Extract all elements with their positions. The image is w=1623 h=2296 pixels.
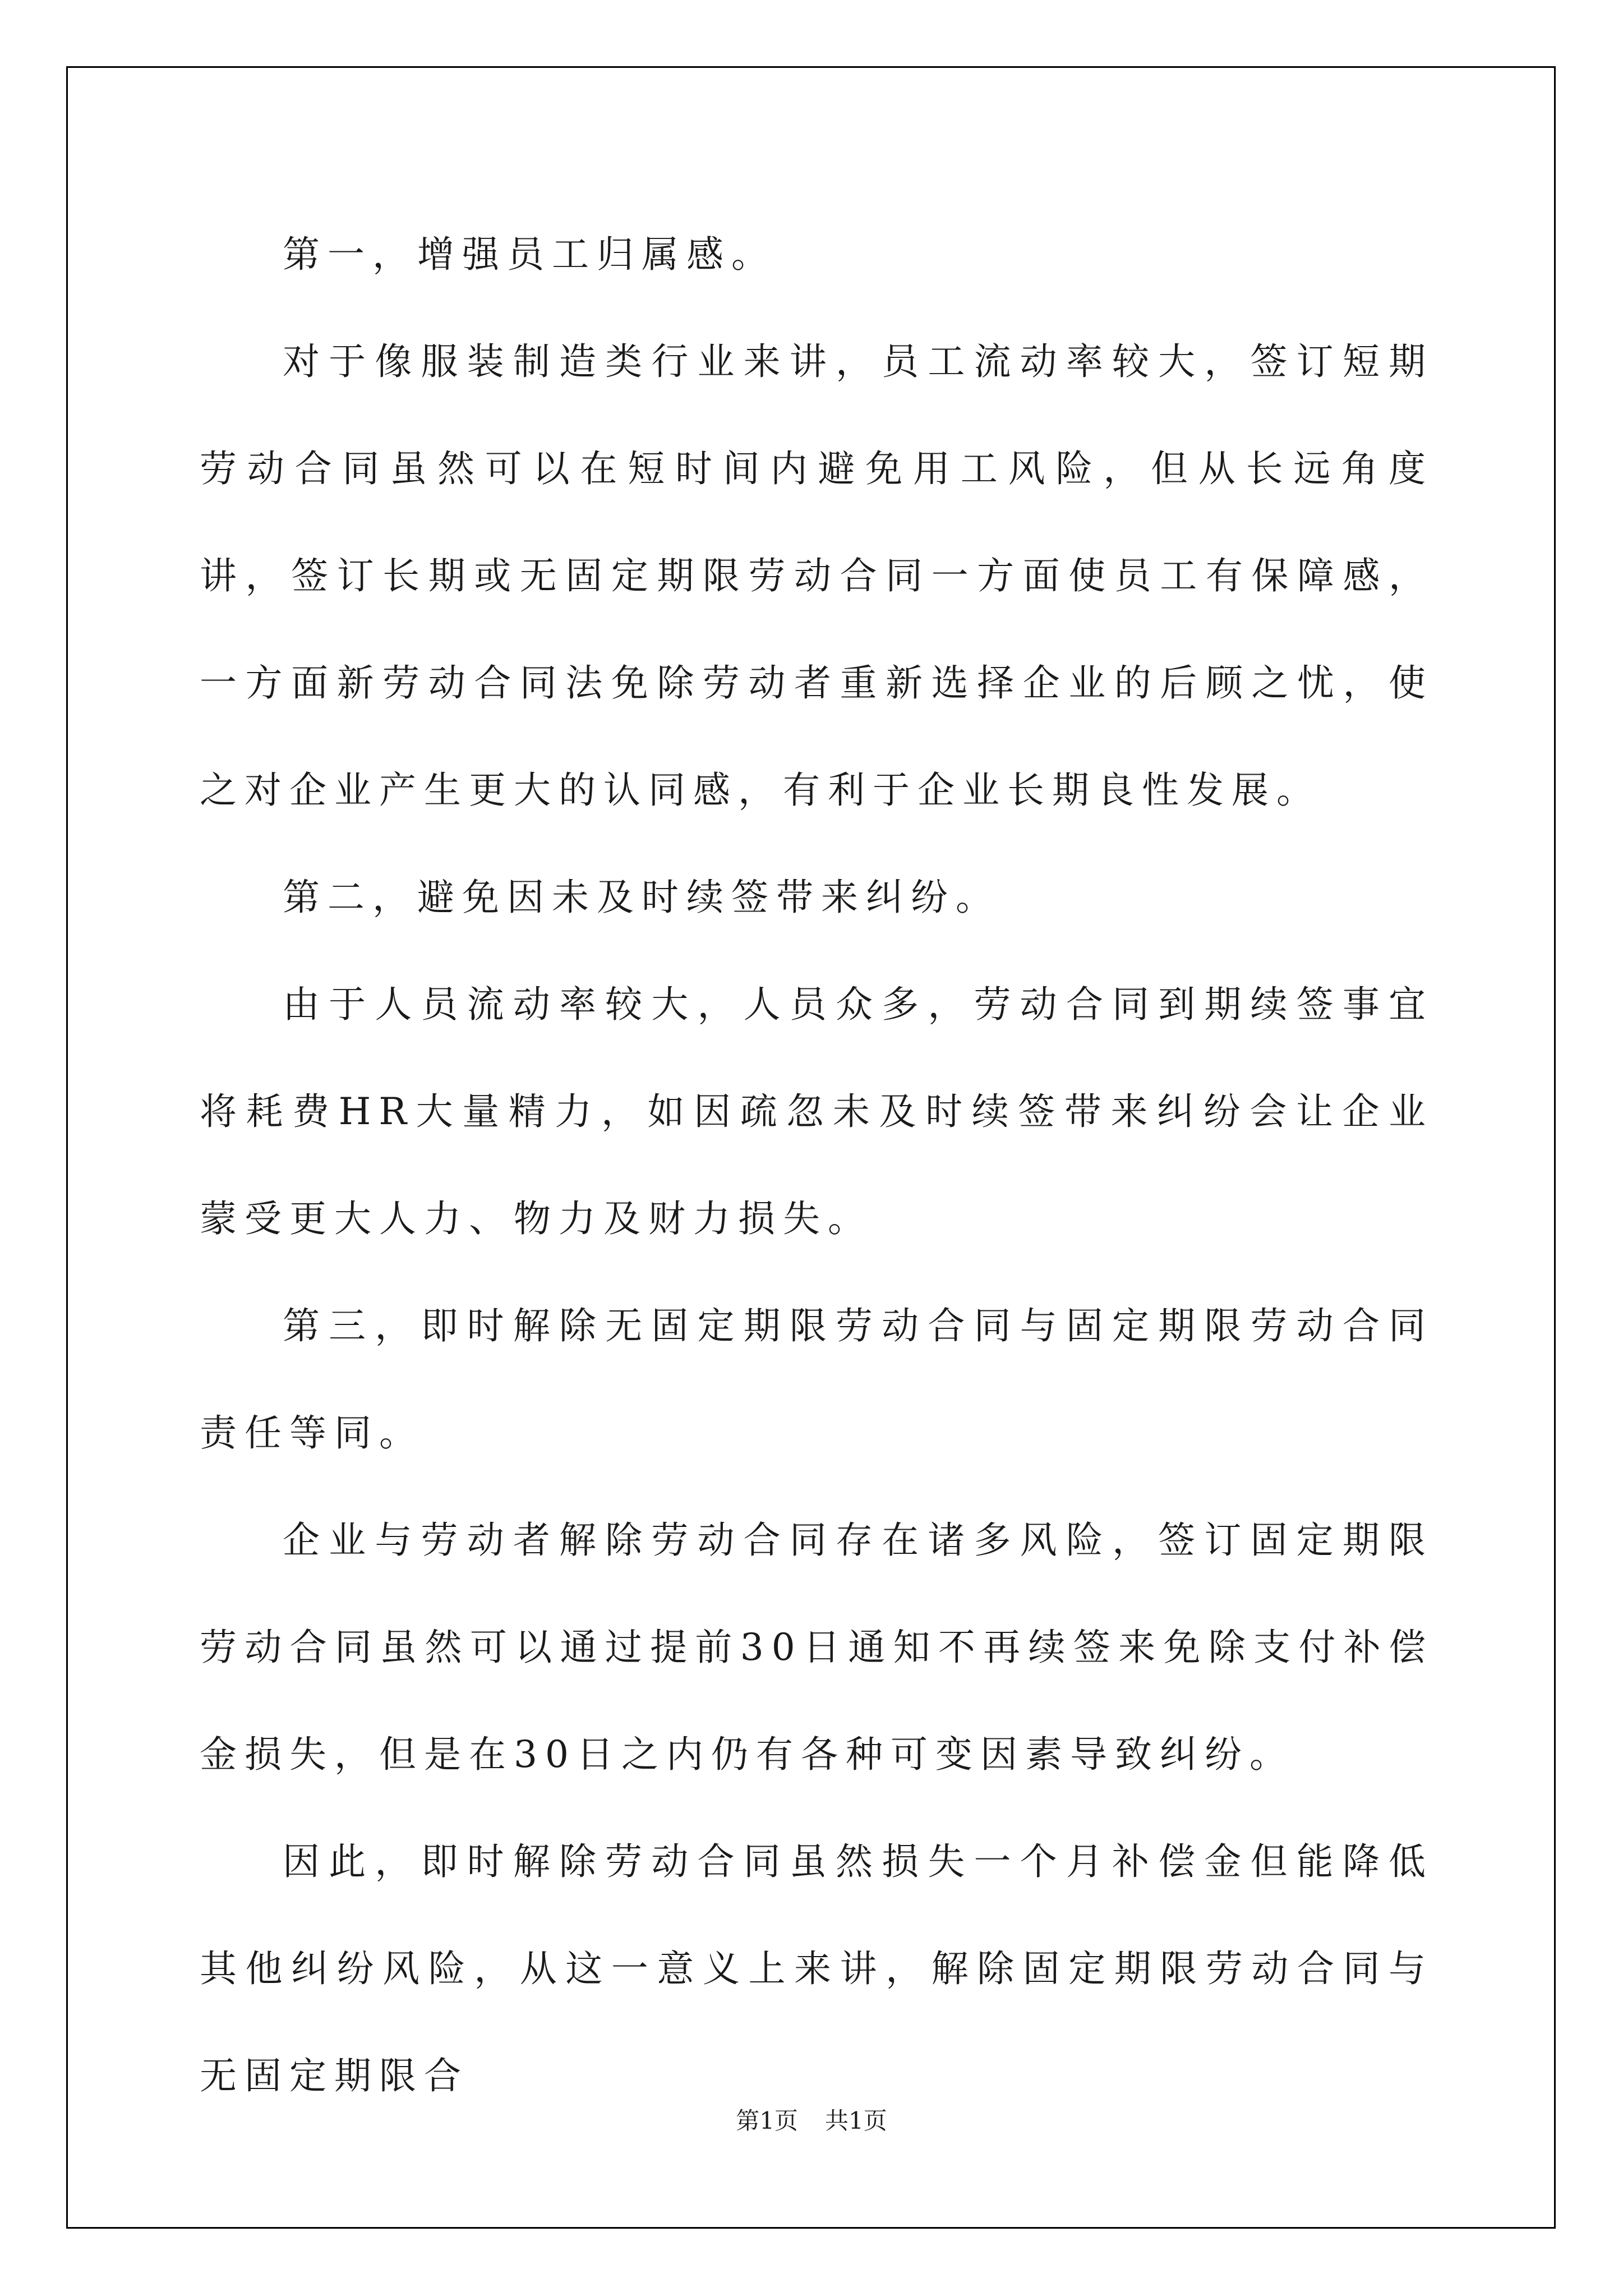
paragraph: 由于人员流动率较大，人员众多，劳动合同到期续签事宜将耗费HR大量精力，如因疏忽未及时续签带来纠纷会让企业蒙受更大人力、物力及财力损失。: [200, 983, 1433, 1240]
paragraph: 第一，增强员工归属感。: [283, 233, 776, 276]
paragraph: 对于像服装制造类行业来讲，员工流动率较大，签订短期劳动合同虽然可以在短时间内避免用工风险，但从长远角度讲，签订长期或无固定期限劳动合同一方面使员工有保障感，一方面新劳动合同法免除劳动者重新选择企业的后顾之忧，使之对企业产生更大的认同感，有利于企业长期良性发展。: [200, 340, 1433, 812]
paragraph: 因此，即时解除劳动合同虽然损失一个月补偿金但能降低其他纠纷风险，从这一意义上来讲，解除固定期限劳动合同与无固定期限合: [200, 1840, 1433, 2097]
page-number: 第1页: [736, 2107, 798, 2134]
page-footer: [0, 2102, 1623, 2136]
paragraph: 第三，即时解除无固定期限劳动合同与固定期限劳动合同责任等同。: [200, 1304, 1433, 1455]
paragraph: 企业与劳动者解除劳动合同存在诸多风险，签订固定期限劳动合同虽然可以通过提前30日通知不再续签来免除支付补偿金损失，但是在30日之内仍有各种可变因素导致纠纷。: [200, 1519, 1433, 1776]
document-body: [200, 201, 1433, 2129]
paragraph: 第二，避免因未及时续签带来纠纷。: [283, 876, 1000, 919]
page-total: 共1页: [825, 2107, 887, 2134]
